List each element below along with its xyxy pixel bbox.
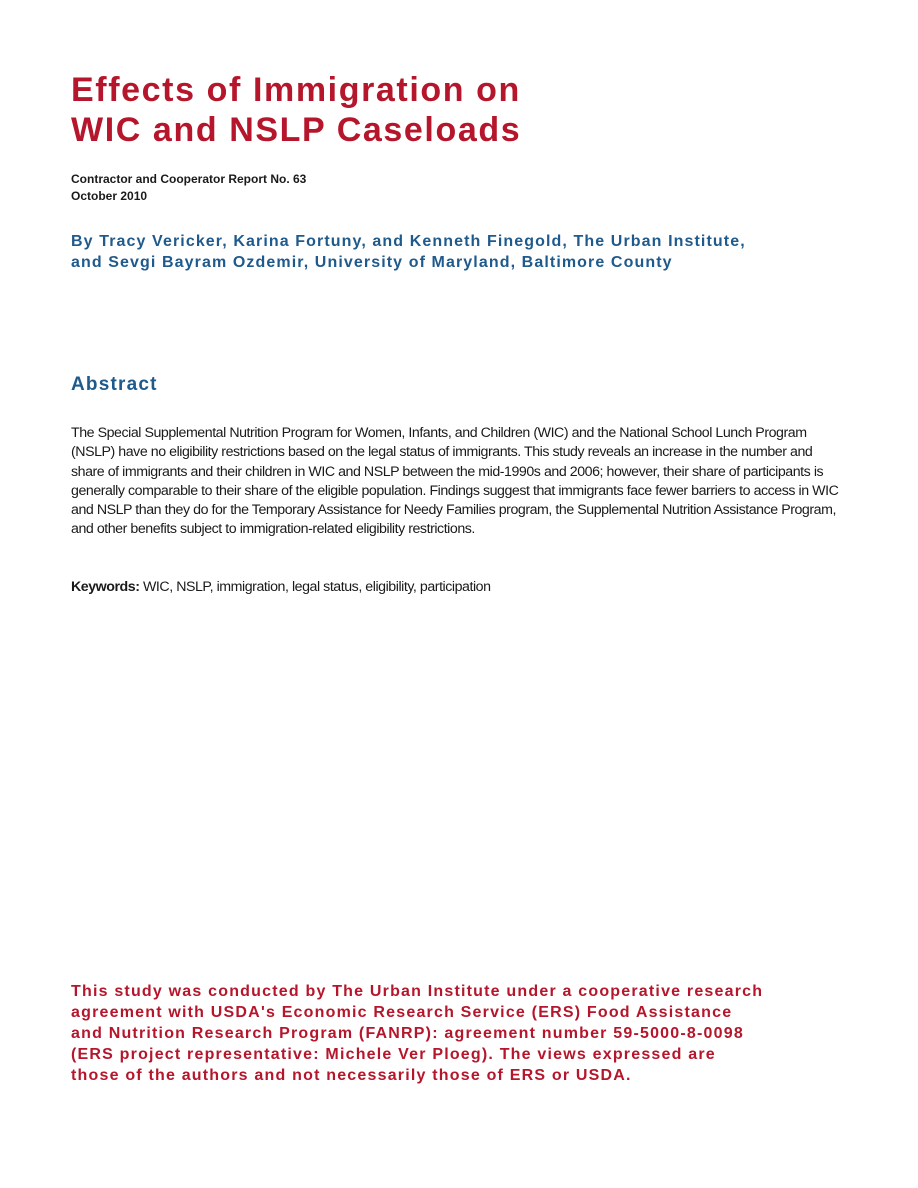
author-line-1: By Tracy Vericker, Karina Fortuny, and Kenneth Finegold, The Urban Institute,: [71, 233, 746, 250]
document-title: [71, 70, 521, 150]
keywords-label: Keywords:: [71, 579, 140, 595]
report-number: Contractor and Cooperator Report No. 63: [71, 172, 307, 186]
author-byline: [71, 231, 861, 273]
disclaimer-line-5: those of the authors and not necessarily those of ERS or USDA.: [71, 1067, 632, 1084]
disclaimer-line-1: This study was conducted by The Urban Institute under a cooperative research: [71, 983, 764, 1000]
disclaimer-line-3: and Nutrition Research Program (FANRP): agreement number 59-5000-8-0098: [71, 1025, 744, 1042]
report-meta: [71, 171, 306, 205]
author-line-2: and Sevgi Bayram Ozdemir, University of Maryland, Baltimore County: [71, 254, 673, 271]
disclaimer-statement: [71, 981, 861, 1086]
abstract-heading: Abstract: [71, 374, 158, 395]
abstract-body: The Special Supplemental Nutrition Program for Women, Infants, and Children (WIC) and the National School Lunch Program (NSLP) have no eligibility restrictions based on the legal status of immigrants. This study reveals an increase in the number and share of immigrants and their children in WIC and NSLP between the mid-1990s and 2006; however, their share of participants is generally comparable to their share of the eligible population. Findings suggest that immigrants face fewer barriers to access in WIC and NSLP than they do for the Temporary Assistance for Needy Families program, the Supplemental Nutrition Assistance Program, and other benefits subject to immigration-related eligibility restrictions.: [71, 425, 839, 538]
document-title-line-2: WIC and NSLP Caseloads: [71, 111, 522, 149]
report-date: October 2010: [71, 189, 148, 203]
disclaimer-line-2: agreement with USDA's Economic Research Service (ERS) Food Assistance: [71, 1004, 733, 1021]
keywords-line: [71, 578, 841, 597]
disclaimer-line-4: (ERS project representative: Michele Ver Ploeg). The views expressed are: [71, 1046, 716, 1063]
keywords-text: WIC, NSLP, immigration, legal status, eligibility, participation: [139, 579, 491, 595]
document-title-line-1: Effects of Immigration on: [71, 71, 521, 109]
